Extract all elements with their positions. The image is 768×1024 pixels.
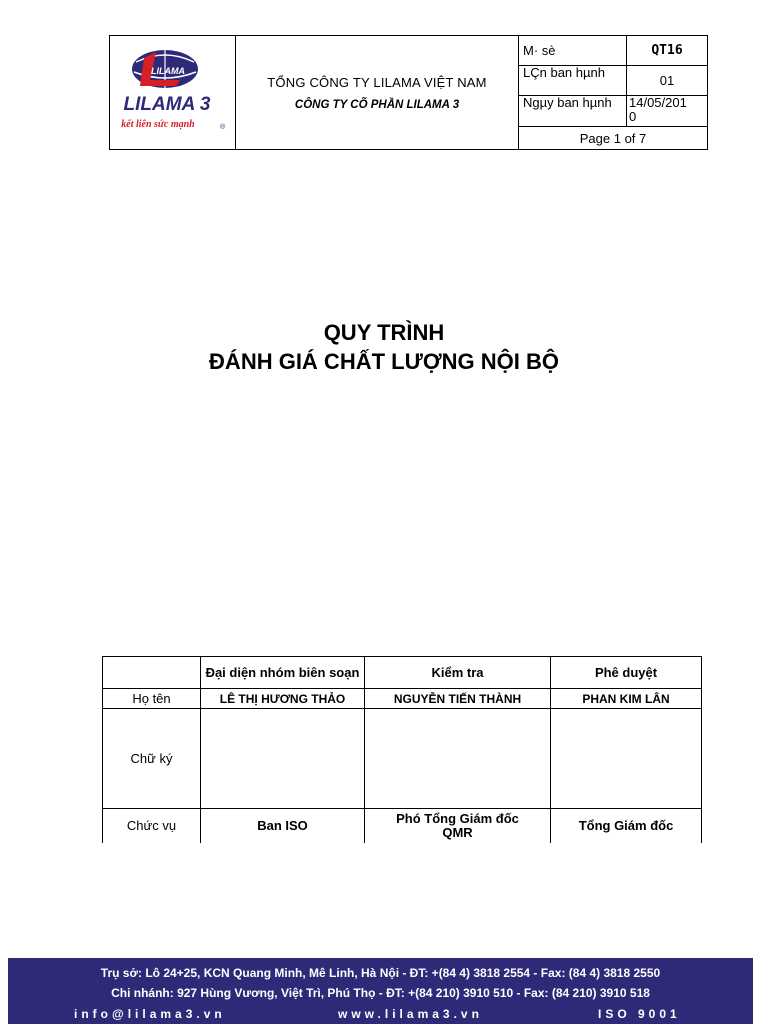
document-header-table (109, 35, 708, 150)
signature-row-label: Chữ ký (103, 709, 201, 809)
reviewer-position: Phó Tổng Giám đốc QMR (365, 809, 551, 843)
contact-footer (8, 958, 753, 1024)
issue-date-label: Ngµy ban hµnh (519, 96, 627, 127)
issue-value: 01 (627, 66, 708, 96)
reviewer-signature-box (365, 709, 551, 809)
document-title-line1: QUY TRÌNH (323, 320, 445, 345)
code-label: M· sè (519, 36, 627, 66)
svg-text:®: ® (220, 124, 226, 131)
svg-text:kết liên sức mạnh: kết liên sức mạnh (121, 119, 195, 130)
footer-contact-strip (8, 1004, 753, 1024)
author-signature-box (201, 709, 365, 809)
approver-name: PHAN KIM LÂN (551, 689, 702, 709)
issue-date-value: 14/05/2010 (627, 96, 708, 127)
lilama-logo-icon (110, 36, 235, 144)
footer-website[interactable]: www.lilama3.vn (338, 1007, 483, 1021)
approval-table (102, 656, 702, 843)
name-row-label: Họ tên (103, 689, 201, 709)
parent-company-name: TỔNG CÔNG TY LILAMA VIỆT NAM (267, 74, 487, 90)
position-row-label: Chức vụ (103, 809, 201, 843)
column-header-approver: Phê duyệt (551, 657, 702, 689)
code-value: QT16 (627, 36, 708, 66)
headquarters-address: Trụ sở: Lô 24+25, KCN Quang Minh, Mê Linh, Hà Nội - ĐT: +(84 4) 3818 2554 - Fax: (84 4) 3818 2550 (100, 966, 661, 980)
author-name: LÊ THỊ HƯƠNG THẢO (201, 689, 365, 709)
document-title-line2: ĐÁNH GIÁ CHẤT LƯỢNG NỘI BỘ (209, 349, 559, 374)
author-position: Ban ISO (201, 809, 365, 843)
approver-position: Tổng Giám đốc (551, 809, 702, 843)
company-name-cell (236, 36, 519, 150)
branch-address: Chi nhánh: 927 Hùng Vương, Việt Trì, Phú Thọ - ĐT: +(84 210) 3910 510 - Fax: (84 210) 3910 518 (111, 986, 650, 1000)
company-name: CÔNG TY CÕ PHẦN LILAMA 3 (294, 98, 460, 111)
page-indicator: Page 1 of 7 (519, 127, 708, 150)
reviewer-name: NGUYỄN TIẾN THÀNH (365, 689, 551, 709)
approver-signature-box (551, 709, 702, 809)
column-header-reviewer: Kiểm tra (365, 657, 551, 689)
column-header-author: Đại diện nhóm biên soạn (201, 657, 365, 689)
issue-label: LÇn ban hµnh (519, 66, 627, 96)
approval-corner-cell (103, 657, 201, 689)
svg-text:LILAMA 3: LILAMA 3 (123, 94, 211, 115)
company-logo (110, 36, 236, 150)
footer-iso: ISO 9001 (598, 1007, 681, 1021)
svg-text:LILAMA: LILAMA (151, 66, 185, 76)
footer-email[interactable]: info@lilama3.vn (74, 1007, 226, 1021)
